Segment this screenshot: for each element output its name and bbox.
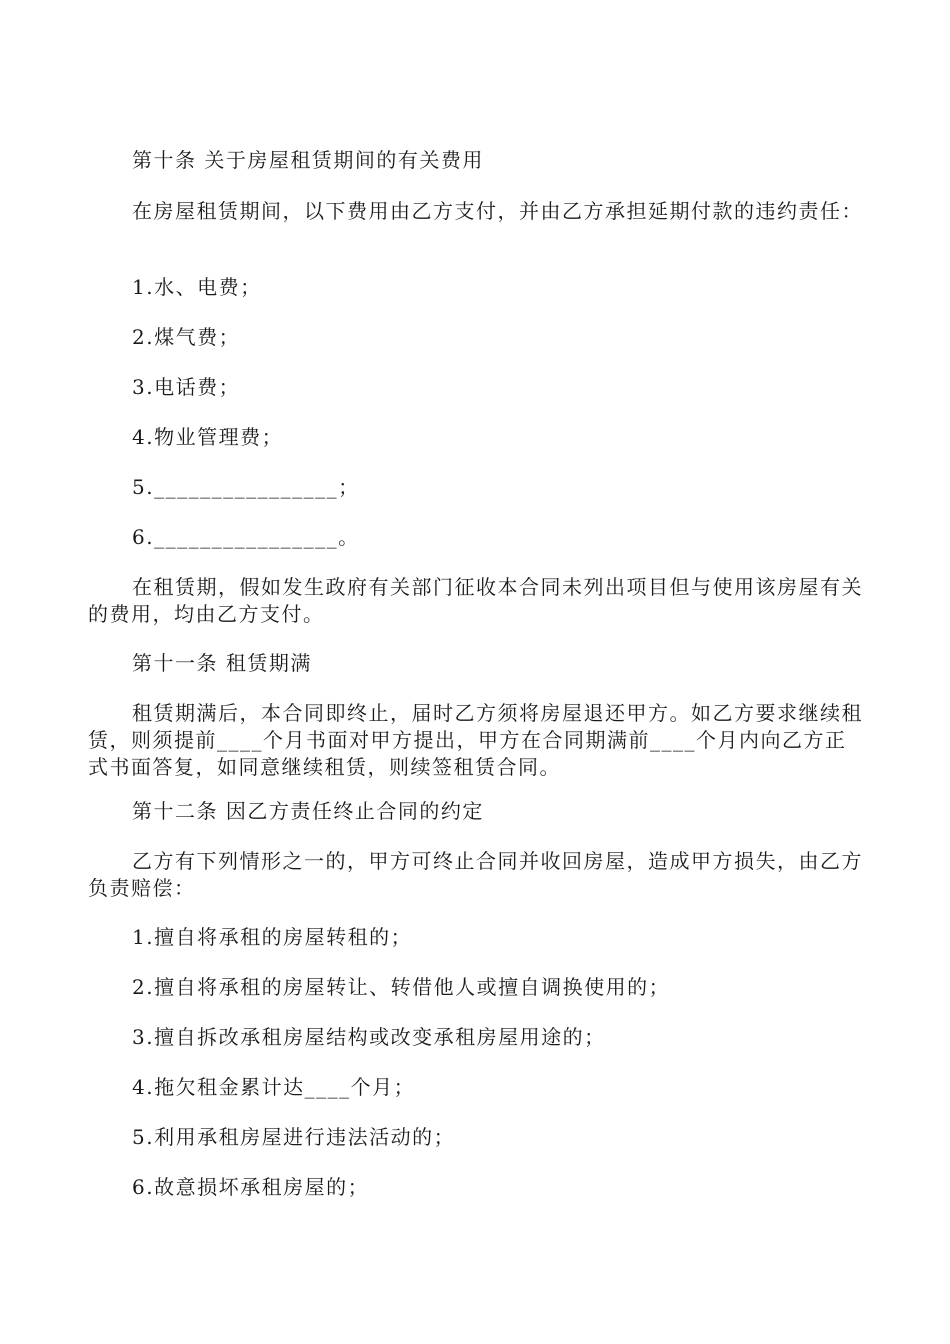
article-12-item-1: 1.擅自将承租的房屋转租的； [132, 925, 413, 949]
article-12-heading: 第十二条 因乙方责任终止合同的约定 [132, 799, 484, 823]
article-11-body: 租赁期满后，本合同即终止，届时乙方须将房屋退还甲方。如乙方要求继续租赁，则须提前____个月书面对甲方提出，甲方在合同期满前____个月内向乙方正式书面答复，如同意继续租赁，则续签租赁合同。 [88, 701, 863, 779]
article-10-note: 在租赁期，假如发生政府有关部门征收本合同未列出项目但与使用该房屋有关的费用，均由乙方支付。 [88, 575, 863, 626]
article-10-item-5: 5.________________； [132, 475, 360, 499]
article-12-item-2: 2.擅自将承租的房屋转让、转借他人或擅自调换使用的； [132, 975, 671, 999]
article-10-item-6: 6.________________。 [132, 525, 360, 549]
article-12-item-5: 5.利用承租房屋进行违法活动的； [132, 1125, 456, 1149]
article-12-item-3: 3.擅自拆改承租房屋结构或改变承租房屋用途的； [132, 1025, 606, 1049]
article-12-item-6: 6.故意损坏承租房屋的； [132, 1175, 370, 1199]
article-10-intro: 在房屋租赁期间，以下费用由乙方支付，并由乙方承担延期付款的违约责任： [132, 199, 863, 223]
article-11-heading: 第十一条 租赁期满 [132, 651, 312, 675]
article-10-item-4: 4.物业管理费； [132, 425, 284, 449]
article-12-intro: 乙方有下列情形之一的，甲方可终止合同并收回房屋，造成甲方损失，由乙方负责赔偿： [88, 849, 863, 900]
article-10-item-1: 1.水、电费； [132, 275, 262, 299]
article-10-heading: 第十条 关于房屋租赁期间的有关费用 [132, 148, 484, 172]
article-10-item-2: 2.煤气费； [132, 325, 241, 349]
article-10-item-3: 3.电话费； [132, 375, 241, 399]
article-12-item-4: 4.拖欠租金累计达____个月； [132, 1075, 416, 1099]
